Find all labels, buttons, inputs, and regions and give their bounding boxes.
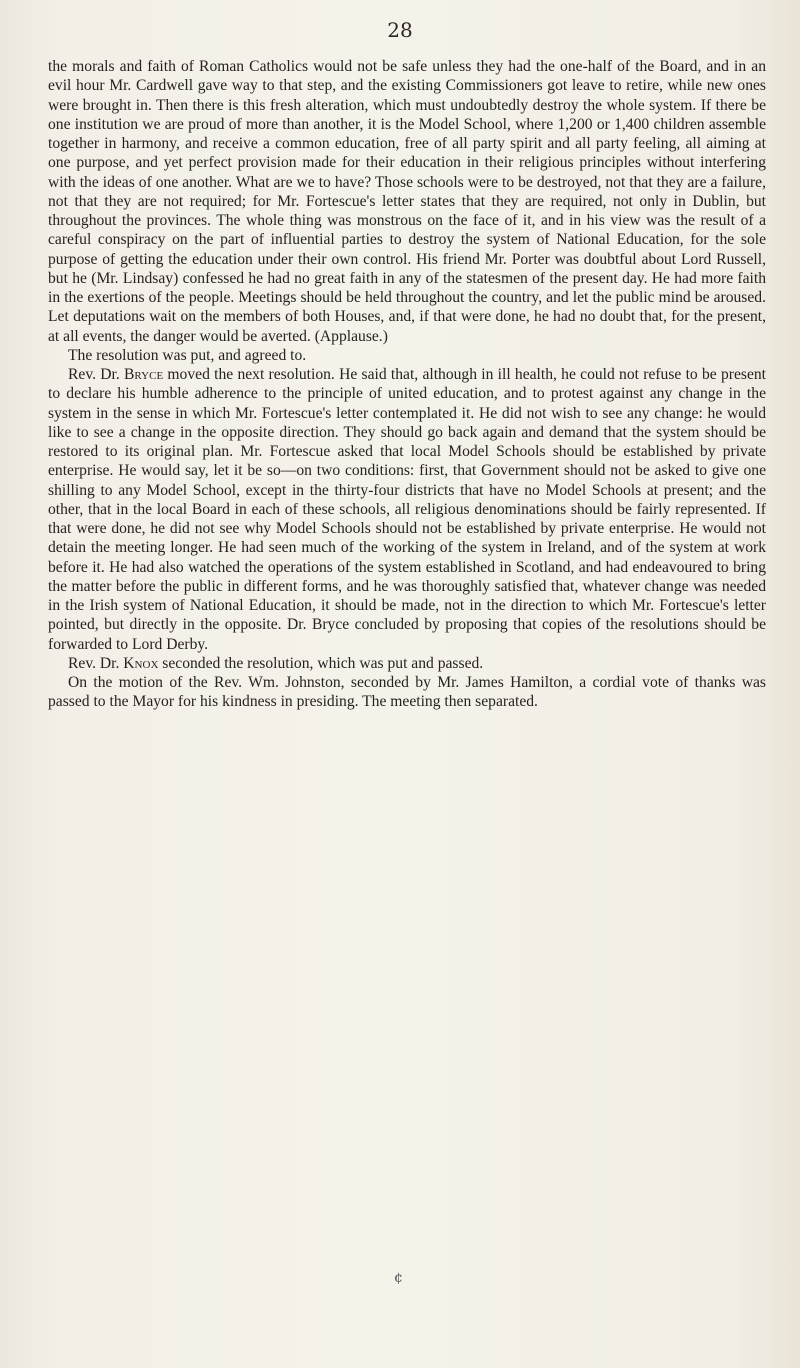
- paragraph-text: The resolution was put, and agreed to.: [68, 346, 307, 364]
- paragraph-text: moved the next resolution. He said that, although in ill health, he could not refuse to be present to declare his humble adherence to the principle of united education, and to protest against any change in the system in the sense in which Mr. Fortescue's letter contemplated it. He did not wish to see any change: he would like to see a change in the opposite direction. They should go back again and demand that the system should be restored to its original plan. Mr. Fortescue asked that local Model Schools should be established by private enterprise. He would say, let it be so—on two conditions: first, that Government should not be asked to give one shilling to any Model School, except in the thirty-four districts that have no Model Schools at present; and the other, that in the local Board in each of these schools, all religious denominations should be fairly represented. If that were done, he did not see why Model Schools should not be established by private enterprise. He would not detain the meeting longer. He had seen much of the working of the system in Ireland, and of the system at work before it. He had also watched the operations of the system established in Scotland, and had endeavoured to bring the matter before the public in different forms, and he was thoroughly satisfied that, whatever change was needed in the Irish system of National Education, it should be made, not in the direction to which Mr. Fortescue's letter pointed, but directly in the opposite. Dr. Bryce concluded by proposing that copies of the resolutions should be forwarded to Lord Derby.: [48, 366, 766, 653]
- paragraph-text: seconded the resolution, which was put and passed.: [158, 654, 484, 672]
- paragraph-knox-seconded: [48, 654, 766, 673]
- page-number: 28: [387, 18, 413, 42]
- speaker-name: Bryce: [124, 366, 164, 383]
- paragraph-resolution-agreed: [48, 346, 766, 365]
- speaker-name: Knox: [123, 654, 159, 672]
- speaker-prefix: Rev. Dr.: [68, 366, 125, 383]
- paragraph-speech: [48, 57, 766, 346]
- paragraph-vote-of-thanks: [48, 673, 766, 712]
- paragraph-text: On the motion of the Rev. Wm. Johnston, seconded by Mr. James Hamilton, a cordial vote of thanks was passed to the Mayor for his kindness in presiding. The meeting then separated.: [48, 674, 766, 711]
- body-text: [48, 57, 766, 712]
- paragraph-text: the morals and faith of Roman Catholics would not be safe unless they had the one-half of the Board, and in an evil hour Mr. Cardwell gave way to that step, and the existing Commissioners got leave to retire, while new ones were brought in. Then there is this fresh alteration, which must undoubtedly destroy the whole system. If there be one institution we are proud of more than another, it is the Model School, where 1,200 or 1,400 children assemble together in harmony, and receive a common education, free of all party spirit and all party feeling, all aiming at one purpose, and yet perfect provision made for their education in their religious principles without interfering with the ideas of one another. What are we to have? Those schools were to be destroyed, not that they are a failure, not that they are not required; for Mr. Fortescue's letter states that they are required, not only in Dublin, but throughout the provinces. The whole thing was monstrous on the face of it, and in his view was the result of a careful conspiracy on the part of influential parties to destroy the system of National Education, for the sole purpose of getting the education under their own control. His friend Mr. Porter was doubtful about Lord Russell, but he (Mr. Lindsay) confessed he had no great faith in any of the statesmen of the present day. He had more faith in the exertions of the people. Meetings should be held throughout the country, and let the public mind be aroused. Let deputations wait on the members of both Houses, and, if that were done, he had no doubt that, for the present, at all events, the danger would be averted. (Applause.): [48, 58, 766, 345]
- paragraph-bryce-resolution: [48, 365, 766, 654]
- speaker-prefix: Rev. Dr.: [68, 654, 124, 672]
- printer-mark: ¢: [394, 1270, 403, 1286]
